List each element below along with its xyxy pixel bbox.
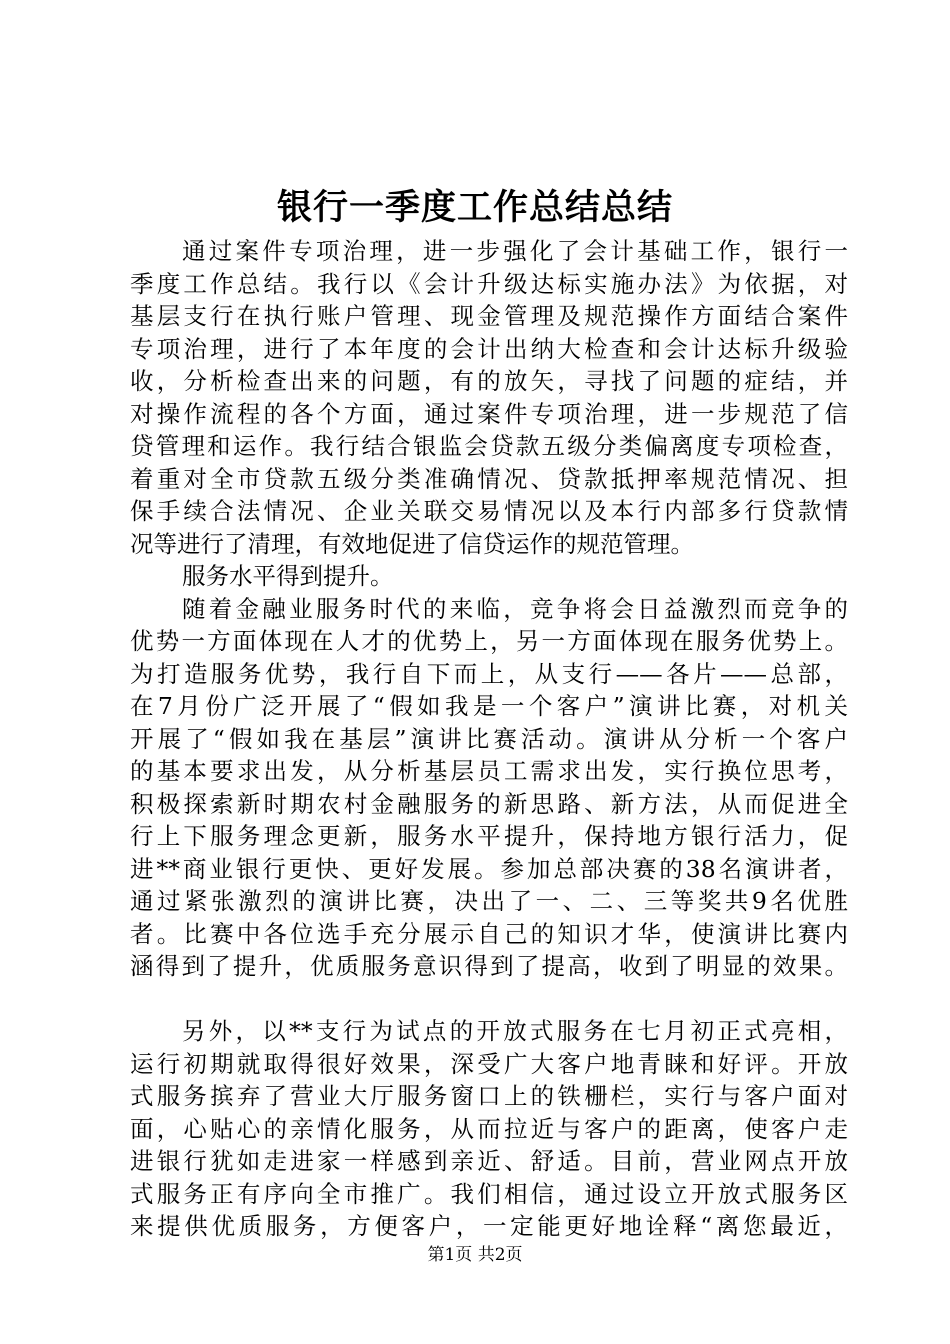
text-line: 对操作流程的各个方面，通过案件专项治理，进一步规范了信 xyxy=(130,399,848,428)
text-line: 贷管理和运作。我行结合银监会贷款五级分类偏离度专项检查， xyxy=(130,432,848,460)
text-line: 积极探索新时期农村金融服务的新思路、新方法，从而促进全 xyxy=(130,789,848,818)
text-line: 式服务摈弃了营业大厅服务窗口上的铁栅栏，实行与客户面对 xyxy=(130,1082,848,1110)
text-line: 在7月份广泛开展了“假如我是一个客户”演讲比赛，对机关 xyxy=(130,692,848,720)
text-line: 面，心贴心的亲情化服务，从而拉近与客户的距离，使客户走 xyxy=(130,1114,848,1143)
text-line: 通过案件专项治理，进一步强化了会计基础工作，银行一 xyxy=(182,237,848,265)
text-line: 行上下服务理念更新，服务水平提升，保持地方银行活力，促 xyxy=(130,822,848,850)
text-line: 服务水平得到提升。 xyxy=(182,562,394,590)
paragraph xyxy=(130,593,848,983)
text-line: 者。比赛中各位选手充分展示自己的知识才华，使演讲比赛内 xyxy=(130,919,848,948)
document-title: 银行一季度工作总结总结 xyxy=(276,187,673,228)
text-line: 的基本要求出发，从分析基层员工需求出发，实行换位思考， xyxy=(130,757,848,785)
text-line: 通过紧张激烈的演讲比赛，决出了一、二、三等奖共9名优胜 xyxy=(130,887,848,915)
text-line: 进银行犹如走进家一样感到亲近、舒适。目前，营业网点开放 xyxy=(130,1147,848,1175)
text-line: 进**商业银行更快、更好发展。参加总部决赛的38名演讲者， xyxy=(130,854,848,883)
text-line: 季度工作总结。我行以《会计升级达标实施办法》为依据，对 xyxy=(130,269,848,298)
document-body xyxy=(130,235,848,1243)
text-line: 运行初期就取得很好效果，深受广大客户地青睐和好评。开放 xyxy=(130,1049,848,1078)
text-line: 来提供优质服务，方便客户，一定能更好地诠释“离您最近， xyxy=(130,1212,848,1240)
paragraph-gap xyxy=(130,983,848,1016)
text-line: 专项治理，进行了本年度的会计出纳大检查和会计达标升级验 xyxy=(130,334,848,363)
paragraph xyxy=(130,1015,848,1243)
text-line: 开展了“假如我在基层”演讲比赛活动。演讲从分析一个客户 xyxy=(130,724,848,753)
text-line: 况等进行了清理，有效地促进了信贷运作的规范管理。 xyxy=(130,529,694,558)
text-line: 收，分析检查出来的问题，有的放矢，寻找了问题的症结，并 xyxy=(130,367,848,395)
page-number: 第1页 共2页 xyxy=(427,1245,523,1265)
paragraph xyxy=(130,560,848,593)
text-line: 为打造服务优势，我行自下而上，从支行——各片——总部， xyxy=(130,659,848,688)
text-line: 涵得到了提升，优质服务意识得到了提高，收到了明显的效果。 xyxy=(130,952,848,980)
text-line: 优势一方面体现在人才的优势上，另一方面体现在服务优势上。 xyxy=(130,627,848,655)
text-line: 着重对全市贷款五级分类准确情况、贷款抵押率规范情况、担 xyxy=(130,464,848,493)
text-line: 另外，以**支行为试点的开放式服务在七月初正式亮相， xyxy=(182,1017,848,1045)
text-line: 随着金融业服务时代的来临，竞争将会日益激烈而竞争的 xyxy=(182,594,848,623)
text-line: 式服务正有序向全市推广。我们相信，通过设立开放式服务区 xyxy=(130,1179,848,1208)
paragraph xyxy=(130,235,848,560)
text-line: 保手续合法情况、企业关联交易情况以及本行内部多行贷款情 xyxy=(130,497,848,525)
text-line: 基层支行在执行账户管理、现金管理及规范操作方面结合案件 xyxy=(130,302,848,330)
